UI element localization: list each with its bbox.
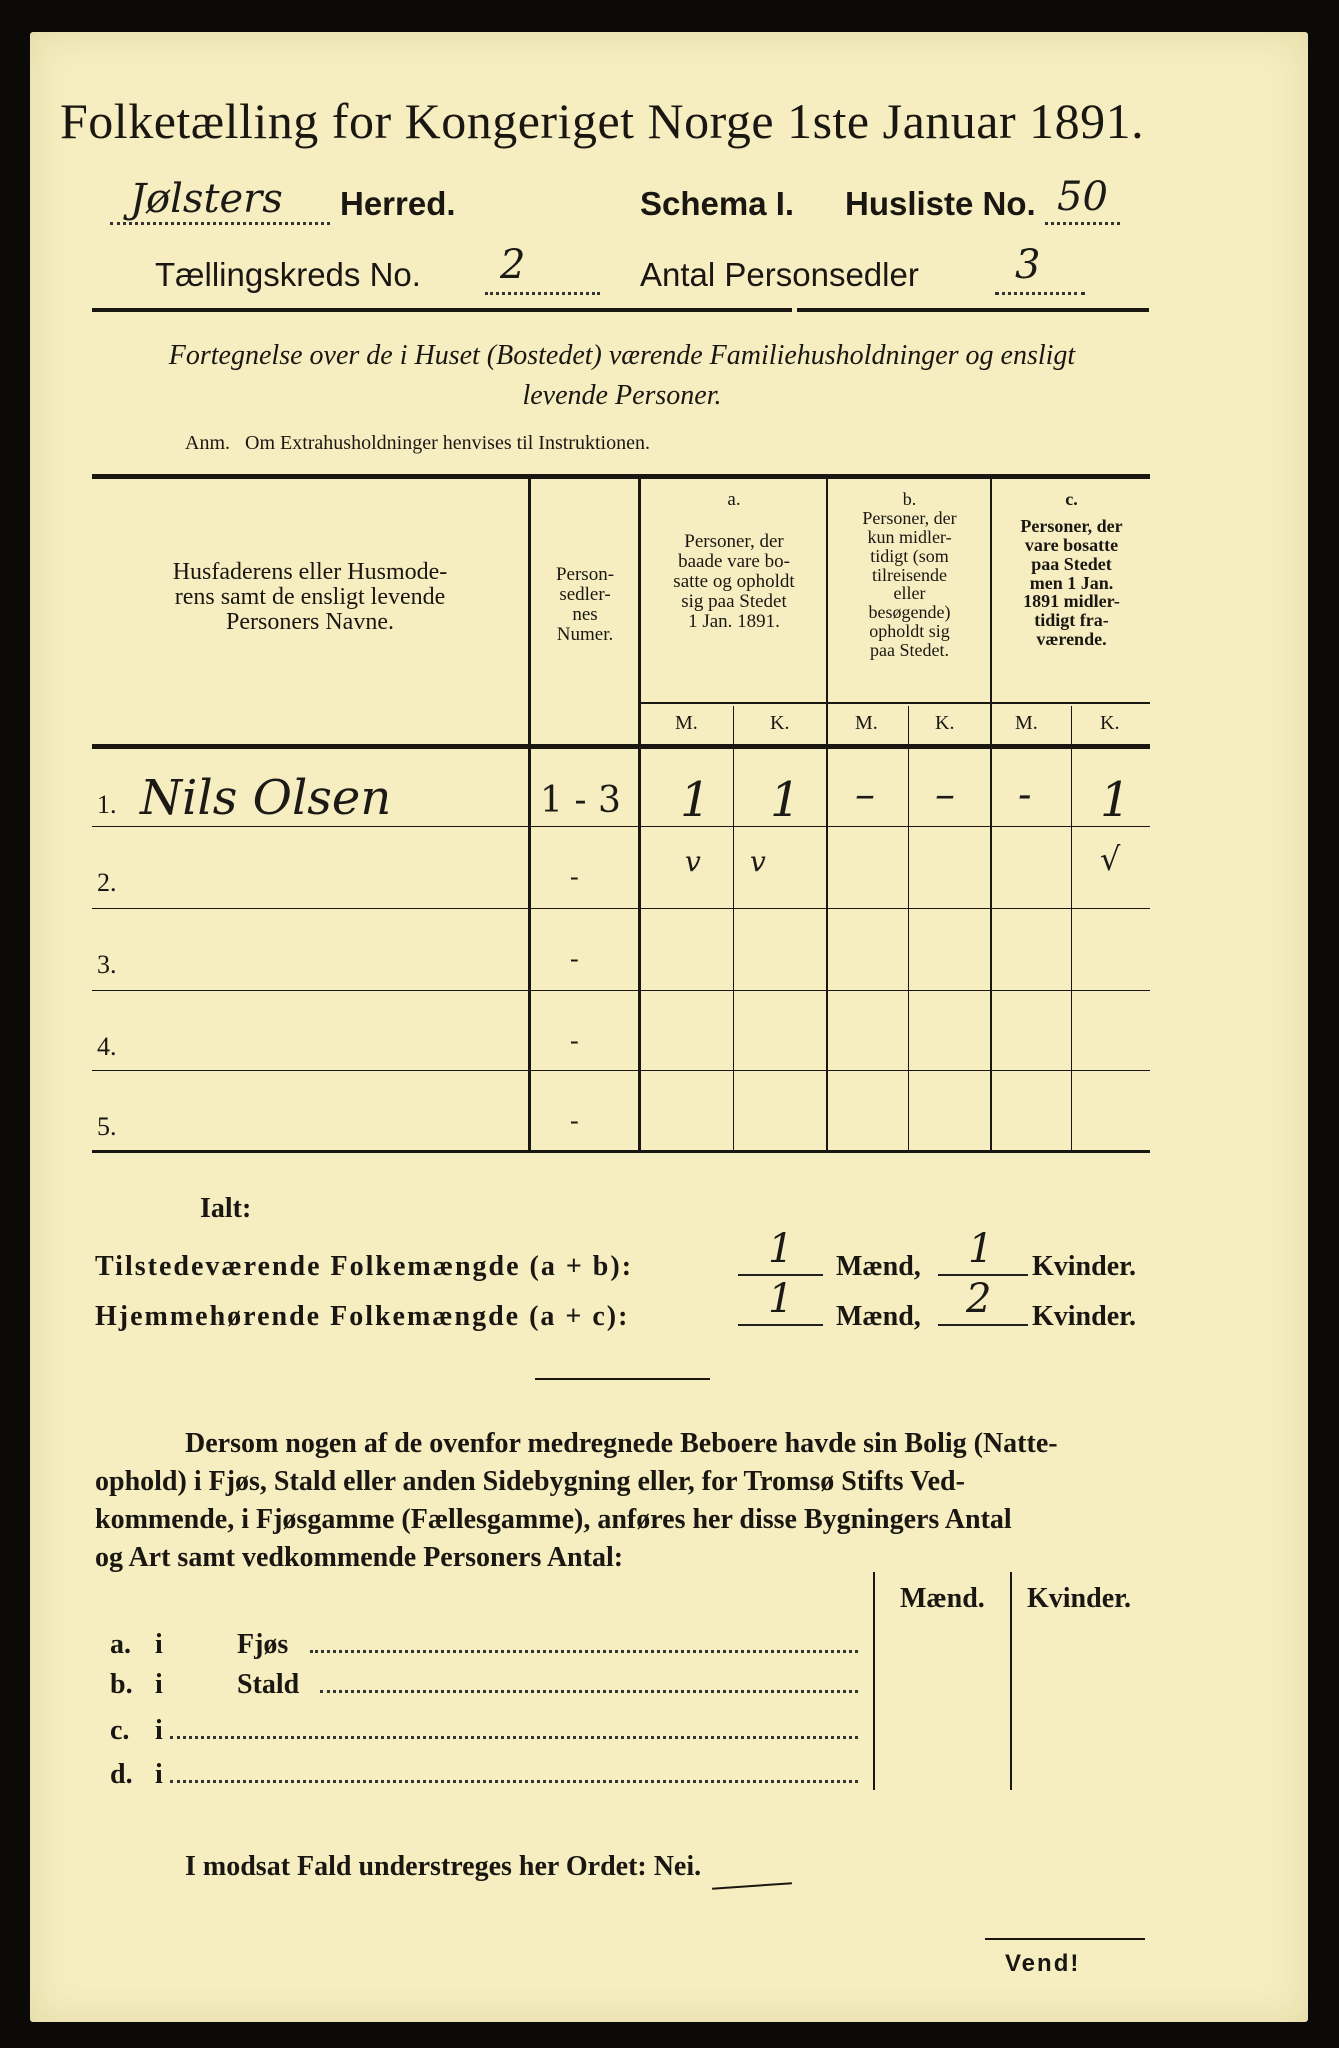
col-divider-2: [638, 478, 641, 1152]
row-number: 5.: [97, 1112, 117, 1141]
building-prep: i: [155, 1669, 163, 1700]
row-c-k: √: [1100, 840, 1121, 878]
col-b-header: [829, 490, 990, 660]
col-b-line7: opholdt sig: [869, 621, 950, 642]
building-dotted-line: [170, 1780, 858, 1783]
row-a-k: 1: [770, 772, 801, 828]
row-persnr: -: [570, 1026, 579, 1055]
col-divider-4: [990, 478, 992, 1152]
herred-value: Jølsters: [130, 176, 283, 222]
hjemme-maend-field: [738, 1276, 823, 1326]
hjemme-kvinder-value: 2: [966, 1276, 992, 1322]
building-dotted-line: [170, 1736, 858, 1739]
personsedler-field: [995, 242, 1085, 295]
hjemme-label: Hjemmehørende Folkemængde (a + c):: [95, 1301, 630, 1332]
col-name-header-line1: Husfaderens eller Husmode-: [172, 559, 448, 585]
col-num-header-line4: Numer.: [556, 623, 614, 645]
ialt-label: Ialt:: [200, 1193, 252, 1224]
footer-note: I modsat Fald understreges her Ordet: Nei.: [185, 1851, 702, 1882]
building-letter: b.: [110, 1669, 133, 1700]
row-c-k: 1: [1100, 772, 1131, 828]
buildings-divider-1: [873, 1572, 875, 1790]
col-a-line4: sig paa Stedet: [681, 590, 787, 612]
hjemme-kvinder-field: [938, 1276, 1028, 1326]
col-a-line2: baade vare bo-: [678, 550, 790, 572]
tilstede-label: Tilstedeværende Folkemængde (a + b):: [95, 1251, 634, 1282]
section-divider: [535, 1378, 710, 1380]
row-sep-4: [92, 1070, 1150, 1071]
b-m-label: M.: [855, 712, 878, 734]
buildings-maend-header: Mænd.: [900, 1583, 985, 1614]
building-letter: c.: [110, 1715, 130, 1746]
col-b-line2: kun midler-: [867, 526, 952, 547]
kreds-label: Tællingskreds No.: [155, 256, 421, 293]
instructions-paragraph: [95, 1425, 1155, 1577]
building-label: Fjøs: [237, 1629, 289, 1660]
subtitle-line2: levende Personer.: [522, 380, 722, 411]
a-m-label: M.: [675, 712, 698, 734]
row-number: 3.: [97, 950, 117, 979]
row-persnr: -: [570, 1106, 579, 1135]
col-b-line3: tidigt (som: [870, 545, 949, 566]
col-c-line1: Personer, der: [1020, 515, 1123, 536]
b-mk-divider: [908, 706, 909, 1152]
col-a-letter: a.: [727, 489, 741, 510]
tilstede-maend-value: 1: [768, 1226, 794, 1272]
building-prep: i: [155, 1759, 163, 1790]
building-dotted-line: [310, 1650, 858, 1653]
tilstede-kvinder-label: Kvinder.: [1032, 1251, 1136, 1282]
col-b-line8: paa Stedet.: [870, 640, 949, 661]
row-b-m: –: [855, 772, 875, 818]
paragraph-line1: Dersom nogen af de ovenfor medregnede Beboere havde sin Bolig (Natte-: [185, 1428, 1058, 1459]
row-b-k: –: [935, 772, 955, 818]
col-num-header-line2: sedler-: [559, 583, 611, 605]
a-k-label: K.: [770, 712, 790, 734]
census-form-page: [30, 32, 1308, 2022]
tilstede-maend-label: Mænd,: [836, 1251, 921, 1282]
c-k-label: K.: [1100, 712, 1120, 734]
row-sep-2: [92, 908, 1150, 909]
a-mk-divider: [733, 706, 734, 1152]
row-a-m: v: [685, 845, 701, 878]
paragraph-line2: ophold) i Fjøs, Stald eller anden Sidebygning eller, for Tromsø Stifts Ved-: [95, 1466, 965, 1497]
col-b-line1: Personer, der: [862, 507, 957, 528]
husliste-field: [1045, 174, 1120, 225]
col-a-line5: 1 Jan. 1891.: [688, 610, 780, 632]
row-persnr: -: [570, 944, 579, 973]
row-sep-3: [92, 990, 1150, 991]
row-persnr: -: [570, 862, 579, 891]
hjemme-maend-value: 1: [768, 1276, 794, 1322]
col-c-line3: paa Stedet: [1031, 553, 1112, 574]
building-label: Stald: [237, 1669, 300, 1700]
col-divider-1: [528, 478, 531, 1152]
herred-field: [110, 176, 330, 225]
anm-note: Anm. Om Extrahusholdninger henvises til Instruktionen.: [185, 432, 650, 454]
col-a-header: [642, 490, 826, 632]
row-sep-1: [92, 826, 1150, 827]
paragraph-line3: kommende, i Fjøsgamme (Fællesgamme), anføres her disse Bygningers Antal: [95, 1504, 1012, 1535]
hjemme-maend-label: Mænd,: [836, 1301, 921, 1332]
row-a-m: 1: [680, 772, 711, 828]
kreds-field: [485, 242, 600, 295]
husliste-value: 50: [1057, 174, 1108, 220]
col-c-letter: c.: [1065, 489, 1078, 509]
c-m-label: M.: [1015, 712, 1038, 734]
col-c-header: [993, 490, 1150, 649]
vend-label: Vend!: [1005, 1950, 1081, 1977]
row-number: 1.: [97, 790, 117, 819]
kreds-value: 2: [500, 242, 526, 288]
col-num-header-line3: nes: [572, 603, 598, 625]
personsedler-value: 3: [1015, 242, 1041, 288]
herred-label: Herred.: [340, 185, 456, 222]
header-rule-left: [92, 308, 792, 312]
hjemme-kvinder-label: Kvinder.: [1032, 1301, 1136, 1332]
row-number: 4.: [97, 1032, 117, 1061]
col-num-header-line1: Person-: [555, 564, 615, 585]
col-c-line5: 1891 midler-: [1023, 591, 1120, 612]
header-rule-right: [797, 308, 1149, 312]
col-c-line2: vare bosatte: [1024, 534, 1119, 555]
col-num-header: [533, 565, 637, 645]
personsedler-label: Antal Personsedler: [640, 256, 919, 293]
col-c-line4: men 1 Jan.: [1029, 572, 1114, 593]
col-b-letter: b.: [902, 489, 917, 509]
b-k-label: K.: [935, 712, 955, 734]
row-persnr: 1 - 3: [540, 780, 621, 821]
col-divider-3: [826, 478, 828, 1152]
row-number: 2.: [97, 868, 117, 897]
col-name-header: [100, 560, 520, 636]
subtitle-line1: Fortegnelse over de i Huset (Bostedet) værende Familiehusholdninger og ensligt: [168, 340, 1076, 371]
col-name-header-line2: rens samt de ensligt levende: [174, 584, 446, 611]
col-b-line5: eller: [893, 583, 926, 604]
row-name: Nils Olsen: [140, 770, 392, 826]
vend-rule: [985, 1938, 1145, 1940]
row-a-k: v: [750, 845, 766, 878]
building-prep: i: [155, 1715, 163, 1746]
tilstede-kvinder-value: 1: [968, 1226, 994, 1272]
husliste-label: Husliste No.: [845, 185, 1036, 222]
building-prep: i: [155, 1629, 163, 1660]
buildings-divider-2: [1010, 1572, 1012, 1790]
col-name-header-line3: Personers Navne.: [226, 609, 394, 636]
tilstede-maend-field: [738, 1226, 823, 1276]
form-title: Folketælling for Kongeriget Norge 1ste Januar 1891.: [60, 93, 1145, 149]
building-letter: a.: [110, 1629, 131, 1660]
buildings-kvinder-header: Kvinder.: [1027, 1583, 1131, 1614]
row-c-m: -: [1018, 772, 1032, 818]
c-mk-divider: [1071, 706, 1072, 1152]
col-a-line1: Personer, der: [684, 530, 784, 552]
mk-header-rule: [640, 702, 1150, 704]
tilstede-kvinder-field: [938, 1226, 1028, 1276]
col-a-line3: satte og opholdt: [673, 570, 795, 592]
building-letter: d.: [110, 1759, 133, 1790]
building-dotted-line: [320, 1690, 858, 1693]
col-c-line7: værende.: [1036, 629, 1107, 650]
col-b-line6: besøgende): [868, 602, 951, 623]
col-b-line4: tilreisende: [872, 564, 947, 585]
paragraph-line4: og Art samt vedkommende Personers Antal:: [95, 1542, 624, 1573]
col-c-line6: tidigt fra-: [1034, 610, 1109, 631]
schema-label: Schema I.: [640, 185, 795, 222]
